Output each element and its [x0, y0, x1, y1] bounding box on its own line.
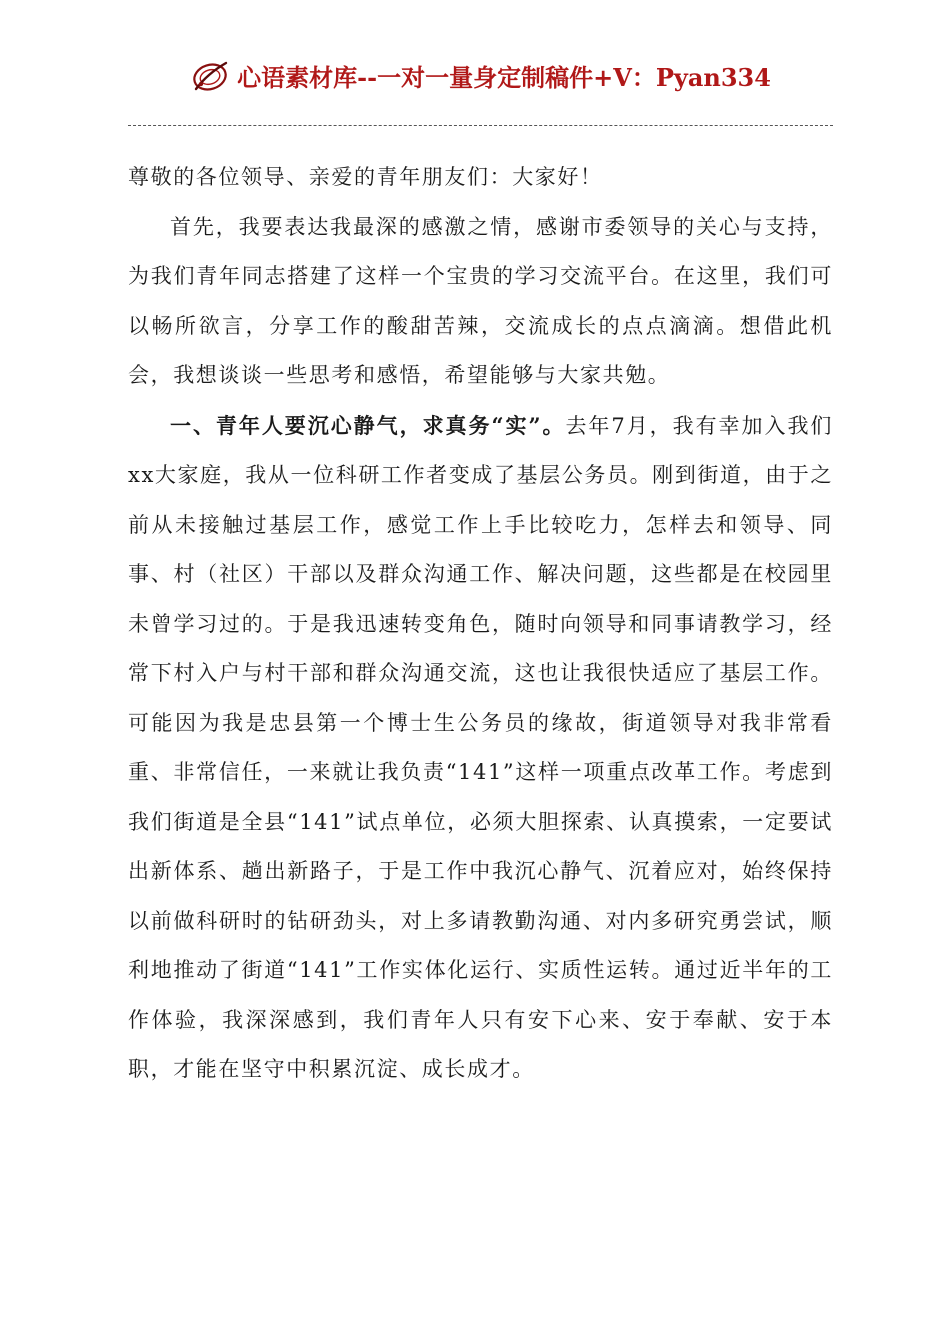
document-body	[128, 153, 833, 1095]
section-1-heading: 一、青年人要沉心静气，求真务“实”。	[170, 412, 566, 438]
header-divider	[128, 125, 833, 126]
section-1-paragraph	[128, 401, 833, 1095]
seal-logo-icon	[190, 59, 230, 93]
intro-paragraph: 首先，我要表达我最深的感激之情，感谢市委领导的关心与支持，为我们青年同志搭建了这样一个宝贵的学习交流平台。在这里，我们可以畅所欲言，分享工作的酸甜苦辣，交流成长的点点滴滴。想借此机会，我想谈谈一些思考和感悟，希望能够与大家共勉。	[128, 214, 833, 387]
header-title: 心语素材库--一对一量身定制稿件+V：Pyan334	[237, 63, 771, 92]
section-1-text: 去年7月，我有幸加入我们xx大家庭，我从一位科研工作者变成了基层公务员。刚到街道，由于之前从未接触过基层工作，感觉工作上手比较吃力，怎样去和领导、同事、村（社区）干部以及群众沟通工作、解决问题，这些都是在校园里未曾学习过的。于是我迅速转变角色，随时向领导和同事请教学习，经常下村入户与村干部和群众沟通交流，这也让我很快适应了基层工作。可能因为我是忠县第一个博士生公务员的缘故，街道领导对我非常看重、非常信任，一来就让我负责“141”这样一项重点改革工作。考虑到我们街道是全县“141”试点单位，必须大胆探索、认真摸索，一定要试出新体系、趟出新路子，于是工作中我沉心静气、沉着应对，始终保持以前做科研时的钻研劲头，对上多请教勤沟通、对内多研究勇尝试，顺利地推动了街道“141”工作实体化运行、实质性运转。通过近半年的工作体验，我深深感到，我们青年人只有安下心来、安于奉献、安于本职，才能在坚守中积累沉淀、成长成才。	[128, 413, 833, 1081]
document-header	[128, 58, 833, 102]
greeting-line: 尊敬的各位领导、亲爱的青年朋友们：大家好！	[128, 165, 603, 189]
